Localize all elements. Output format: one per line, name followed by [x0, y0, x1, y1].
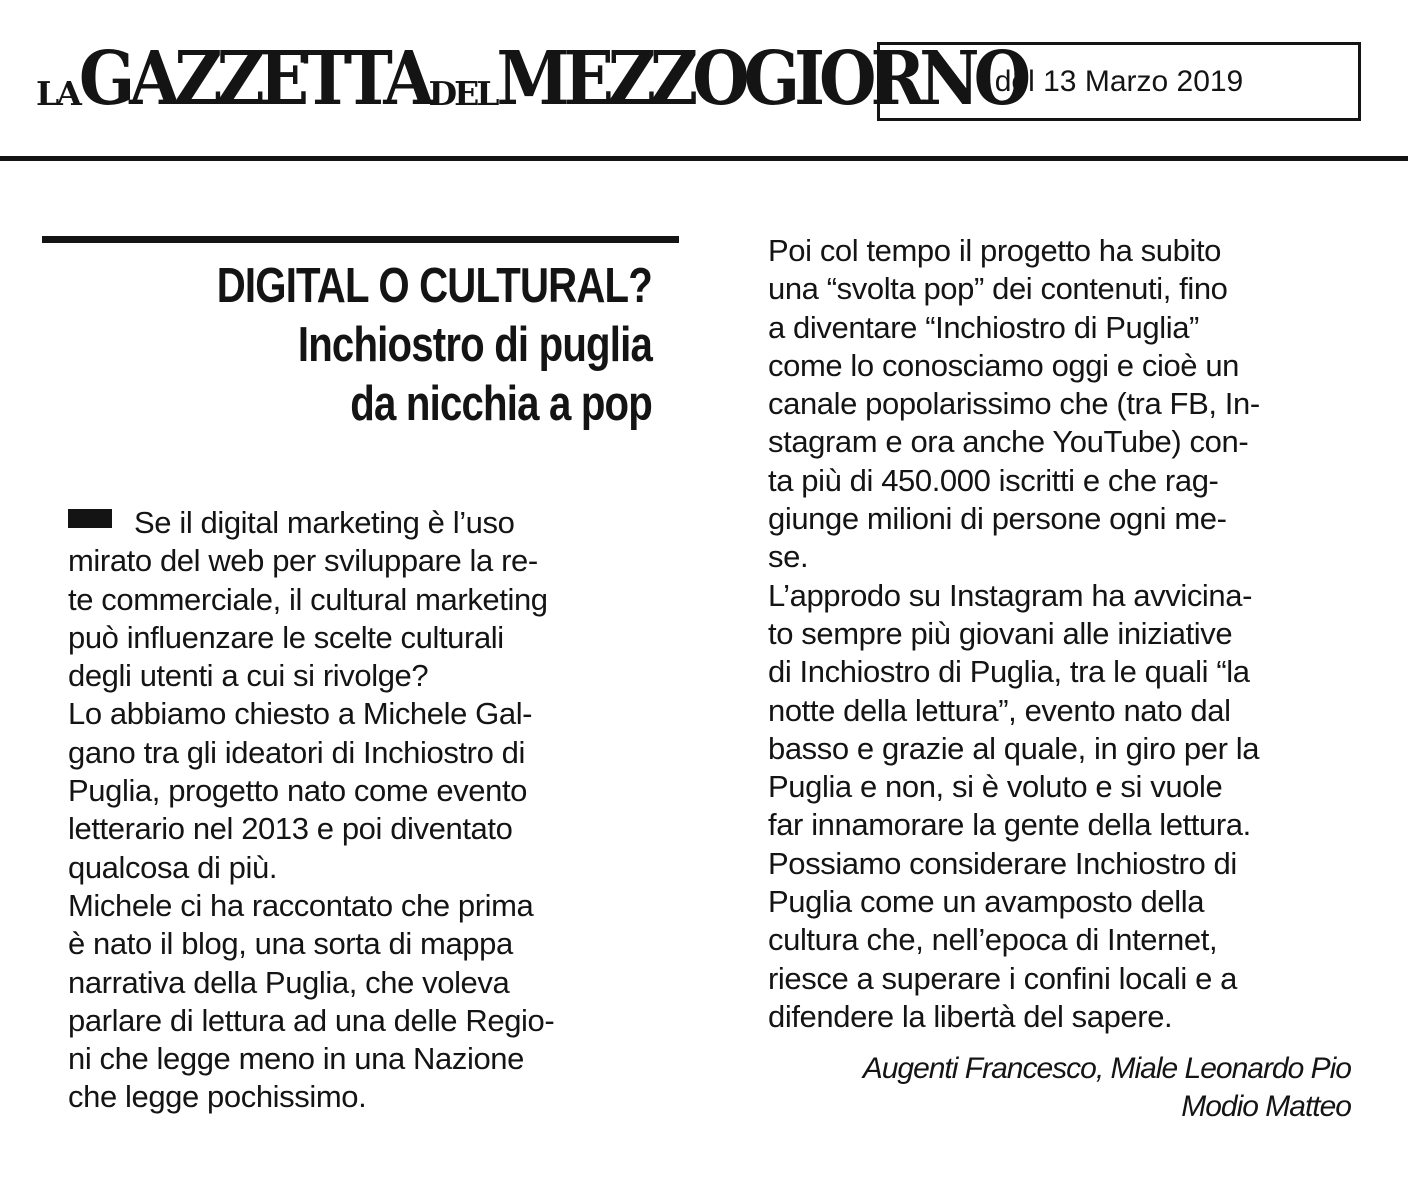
logo-del: DEL [428, 74, 497, 113]
left-column [42, 236, 679, 1115]
text-line [68, 504, 668, 542]
masthead [0, 0, 1408, 165]
text-line: canale popolarissimo che (tra FB, In- [768, 386, 1260, 422]
article-authors [863, 1050, 1351, 1126]
text-line: ta più di 450.000 iscritti e che rag- [768, 462, 1219, 498]
issue-date: del 13 Marzo 2019 [877, 42, 1361, 121]
article-headline [152, 257, 652, 434]
text-line: qualcosa di più. [68, 849, 278, 885]
text-line: se. [768, 539, 809, 575]
right-column-text [768, 232, 1260, 1036]
text-line: ni che legge meno in una Nazione [68, 1041, 524, 1077]
headline-line-2: da nicchia a pop [350, 377, 652, 431]
text-line: letterario nel 2013 e poi diventato [68, 811, 513, 847]
text-line: una “svolta pop” dei contenuti, fino [768, 271, 1228, 307]
left-column-text [68, 504, 668, 1117]
text-line: riesce a superare i confini locali e a [768, 960, 1237, 996]
text-line: che legge pochissimo. [68, 1079, 367, 1115]
text-line: Michele ci ha raccontato che prima [68, 887, 534, 923]
text-line: narrativa della Puglia, che voleva [68, 964, 510, 1000]
text-line: degli utenti a cui si rivolge? [68, 658, 429, 694]
text-line: basso e grazie al quale, in giro per la [768, 730, 1260, 766]
text-line: Possiamo considerare Inchiostro di [768, 845, 1237, 881]
text-line: Puglia, progetto nato come evento [68, 773, 528, 809]
masthead-divider [0, 156, 1408, 161]
lead-bullet [68, 509, 112, 528]
logo-gazzetta: GAZZETTA [78, 34, 429, 122]
headline-kicker: DIGITAL O CULTURAL? [216, 259, 652, 313]
text-line: come lo conosciamo oggi e cioè un [768, 347, 1240, 383]
text-line: far innamorare la gente della lettura. [768, 807, 1251, 843]
logo-la: LA [36, 74, 79, 113]
text-line: difendere la libertà del sapere. [768, 998, 1173, 1034]
text-line: è nato il blog, una sorta di mappa [68, 926, 513, 962]
logo-mezzogiorno: MEZZOGIORNO [496, 34, 1026, 122]
text-line: di Inchiostro di Puglia, tra le quali “la [768, 654, 1250, 690]
text-line: parlare di lettura ad una delle Regio- [68, 1002, 555, 1038]
text-line: te commerciale, il cultural marketing [68, 581, 548, 617]
author-line-2: Modio Matteo [1181, 1090, 1351, 1123]
text-line: to sempre più giovani alle iniziative [768, 615, 1233, 651]
text-line: cultura che, nell’epoca di Internet, [768, 922, 1218, 958]
headline-rule [42, 236, 679, 243]
text-line: stagram e ora anche YouTube) con- [768, 424, 1249, 460]
newspaper-logo [36, 34, 1026, 124]
text-line: a diventare “Inchiostro di Puglia” [768, 309, 1199, 345]
text-line: Poi col tempo il progetto ha subito [768, 233, 1221, 268]
text-line: Lo abbiamo chiesto a Michele Gal- [68, 696, 533, 732]
text-line: può influenzare le scelte culturali [68, 619, 504, 655]
text-line: Puglia e non, si è voluto e si vuole [768, 769, 1223, 805]
text-line: giunge milioni di persone ogni me- [768, 501, 1227, 537]
text-line: L’approdo su Instagram ha avvicina- [768, 577, 1253, 613]
text-line: gano tra gli ideatori di Inchiostro di [68, 734, 525, 770]
text-line: notte della lettura”, evento nato dal [768, 692, 1231, 728]
text-line-content: Se il digital marketing è l’uso [134, 505, 515, 540]
text-line: Puglia come un avamposto della [768, 884, 1205, 920]
text-line: mirato del web per sviluppare la re- [68, 543, 538, 579]
headline-line-1: Inchiostro di puglia [297, 318, 652, 372]
author-line-1: Augenti Francesco, Miale Leonardo Pio [862, 1052, 1351, 1085]
